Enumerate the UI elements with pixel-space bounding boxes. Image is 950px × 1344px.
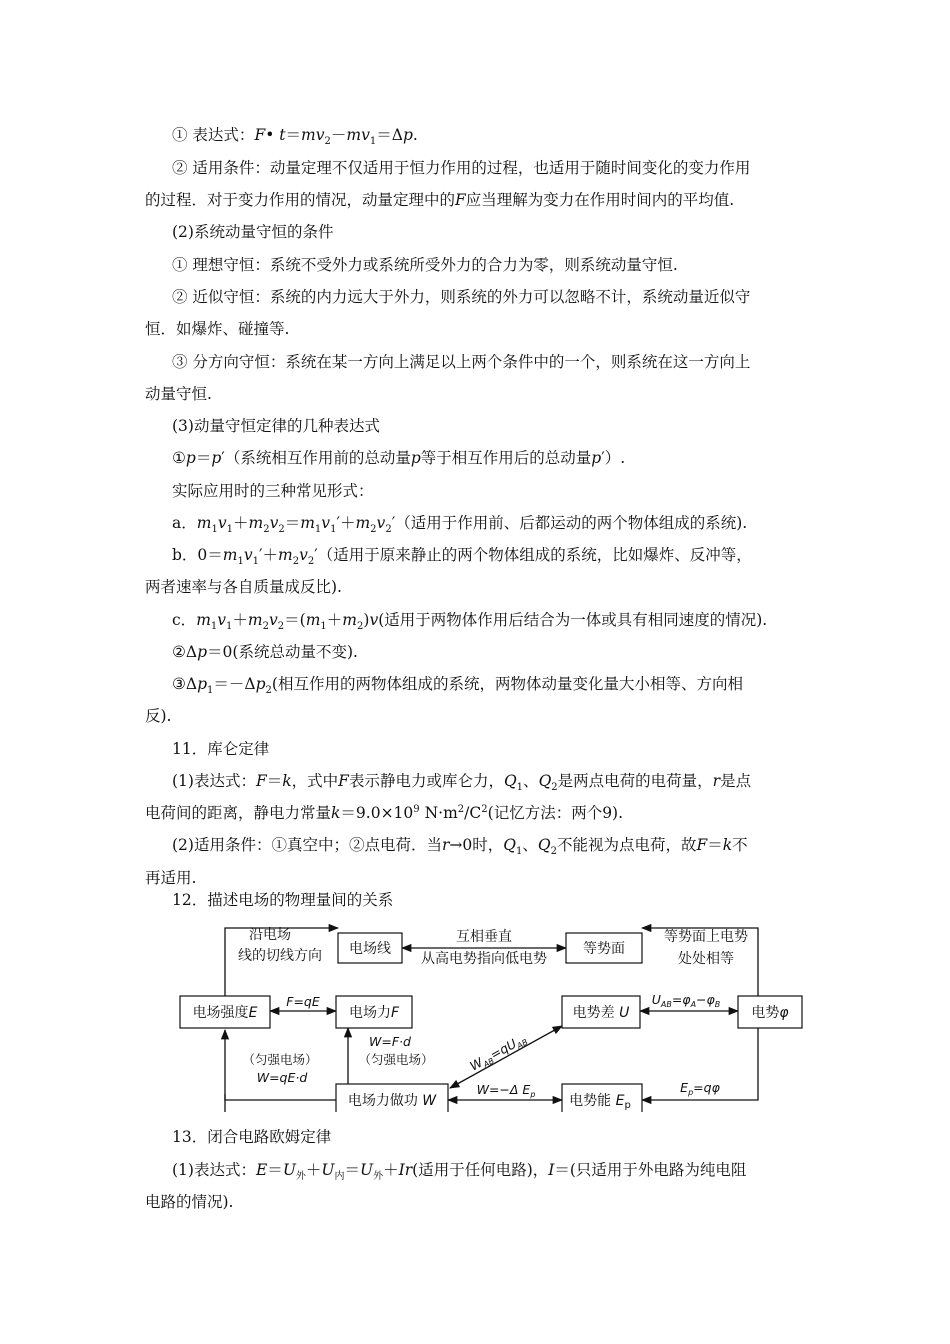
text-line: 电荷间的距离，静电力常量$k=9.0\times 10^9$ $N\cdot m^2/C^2$(记忆方法：两个9).	[145, 803, 624, 822]
svg-text:电场线: 电场线	[349, 941, 391, 957]
text-line: a．$m_1v_1+m_2v_2=m_1v_1'+m_2v_2'$（适用于作用前、后都运动的两个物体组成的系统).	[172, 514, 748, 536]
label-uniform-field-2: （匀强电场）	[242, 1052, 318, 1067]
label-Ep-qphi: $E_p=q\varphi$	[680, 1080, 720, 1097]
text-line: ①p＝p′（系统相互作用前的总动量p等于相互作用后的总动量p′）.	[172, 449, 626, 467]
text-line: 电路的情况).	[145, 1193, 234, 1211]
label-along-2: 线的切线方向	[238, 948, 322, 964]
label-perpendicular: 互相垂直	[456, 929, 512, 945]
text-line: (1)表达式：$E=U_外+U_内=U_外+Ir$(适用于任何电路)，I＝(只适用于外电路为纯电阻	[172, 1161, 747, 1183]
label-W-negEp: W=−Δ $E_p$	[476, 1082, 536, 1099]
box-field-line	[338, 933, 402, 963]
label-Uab: $U_{AB}=\varphi_A-\varphi_B$	[651, 992, 721, 1009]
svg-text:等势面: 等势面	[583, 941, 625, 957]
box-potential-diff	[562, 996, 640, 1028]
text-line: 反).	[145, 707, 172, 725]
label-uniform-field-1: （匀强电场）	[358, 1052, 434, 1067]
box-potential-energy	[562, 1084, 642, 1112]
text-line: (1)表达式：F＝k，式中F表示静电力或库仑力，$Q_1$、$Q_2$是两点电荷的电荷量，r是点	[172, 772, 752, 794]
box-work	[336, 1084, 448, 1112]
electric-field-diagram	[170, 916, 810, 1112]
label-equal-potential-2: 处处相等	[678, 951, 734, 967]
text-line: 恒．如爆炸、碰撞等.	[145, 320, 290, 338]
arrow-work-potential-diff	[450, 1026, 562, 1088]
svg-text:电势能 Ep: 电势能 $E_p$	[569, 1093, 631, 1111]
svg-text:电势差 U: 电势差 U	[572, 1005, 630, 1021]
text-line: 的过程．对于变力作用的情况，动量定理中的F应当理解为变力在作用时间内的平均值.	[145, 191, 735, 209]
text-line: 实际应用时的三种常见形式：	[172, 482, 374, 500]
text-line: 两者速率与各自质量成反比).	[145, 578, 342, 596]
text-line: ② 近似守恒：系统的内力远大于外力，则系统的外力可以忽略不计，系统动量近似守	[172, 288, 751, 306]
box-equipotential	[566, 933, 642, 963]
text-line: ③ 分方向守恒：系统在某一方向上满足以上两个条件中的一个，则系统在这一方向上	[172, 353, 751, 371]
box-field-strength	[180, 996, 270, 1028]
label-high-to-low: 从高电势指向低电势	[421, 951, 547, 967]
text-line: 再适用.	[145, 869, 197, 887]
text-line: $③\Delta p_1=-\Delta p_2$(相互作用的两物体组成的系统，两物体动量变化量大小相等、方向相	[172, 675, 743, 697]
text-line: ②Δp＝0(系统总动量不变).	[172, 643, 358, 661]
svg-text:电场强度E: 电场强度E	[192, 1005, 258, 1021]
text-line: c．$m_1v_1+m_2v_2=(m_1+m_2)v$(适用于两物体作用后结合为一体或具有相同速度的情况).	[172, 611, 768, 633]
label-W-qEd: W=qE·d	[256, 1070, 308, 1085]
box-potential	[738, 996, 802, 1028]
text-line: ② 适用条件：动量定理不仅适用于恒力作用的过程，也适用于随时间变化的变力作用	[172, 159, 751, 177]
svg-text:电场力F: 电场力F	[348, 1005, 400, 1021]
text-line: (2)适用条件：①真空中；②点电荷．当r→0时，$Q_1$、$Q_2$不能视为点电荷，故F＝k不	[172, 836, 748, 858]
text-line: ① 表达式：F• $t=mv_2-mv_1=\Delta p$.	[172, 126, 418, 148]
label-W-Fd: W=F·d	[369, 1034, 411, 1049]
text-line: b．$0=m_1v_1'+m_2v_2'$（适用于原来静止的两个物体组成的系统，比如爆炸、反冲等，	[172, 546, 752, 568]
box-force	[336, 996, 412, 1028]
text-line: ① 理想守恒：系统不受外力或系统所受外力的合力为零，则系统动量守恒.	[172, 256, 678, 274]
text-line: 动量守恒.	[145, 385, 212, 403]
section-heading: 11．库仑定律	[172, 740, 270, 758]
label-Wab-qUab: $W_{AB}=qU_{AB}$	[467, 1035, 530, 1074]
label-equal-potential-1: 等势面上电势	[664, 929, 748, 945]
svg-text:电势φ: 电势φ	[751, 1005, 789, 1021]
section-heading: 12．描述电场的物理量间的关系	[172, 891, 394, 909]
text-line: (2)系统动量守恒的条件	[172, 223, 334, 241]
label-along-1: 沿电场	[249, 927, 291, 943]
label-F-qE: F=qE	[286, 994, 320, 1009]
text-line: (3)动量守恒定律的几种表达式	[172, 417, 380, 435]
section-heading: 13．闭合电路欧姆定律	[172, 1128, 332, 1146]
svg-text:电场力做功 W: 电场力做功 W	[347, 1093, 437, 1109]
